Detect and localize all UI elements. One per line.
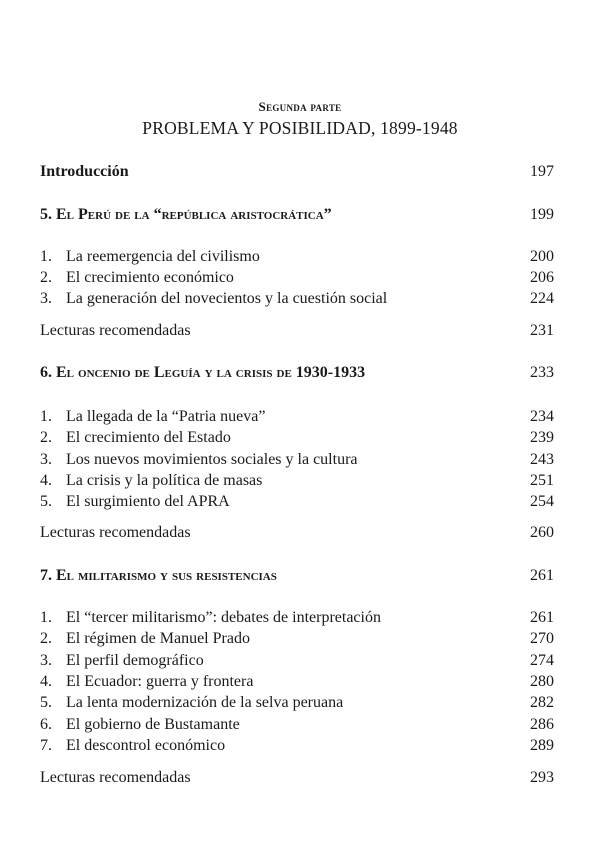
section-page: 286 (530, 716, 554, 733)
readings-label: Lecturas recomendadas (40, 524, 191, 541)
entry-page: 197 (530, 163, 554, 180)
section-index: 5. (40, 493, 52, 510)
section-page: 254 (530, 493, 554, 510)
section-label: La reemergencia del civilismo (66, 248, 260, 265)
section-index: 5. (40, 694, 52, 711)
chapter-heading (40, 205, 554, 225)
toc-section (40, 693, 554, 713)
section-index: 4. (40, 472, 52, 489)
section-page: 261 (530, 609, 554, 626)
section-label: Los nuevos movimientos sociales y la cultura (66, 451, 358, 468)
toc-section (40, 672, 554, 692)
section-index: 2. (40, 429, 52, 446)
section-page: 289 (530, 737, 554, 754)
section-label: La lenta modernización de la selva peruana (66, 694, 344, 711)
part-title: PROBLEMA Y POSIBILIDAD, 1899-1948 (142, 118, 458, 138)
toc-section (40, 715, 554, 735)
section-page: 239 (530, 429, 554, 446)
toc-entry-introduction (40, 162, 554, 182)
toc-section (40, 471, 554, 491)
section-index: 7. (40, 737, 52, 754)
chapter-page: 261 (530, 567, 554, 584)
toc-section (40, 736, 554, 756)
section-label: El surgimiento del APRA (66, 493, 230, 510)
section-page: 243 (530, 451, 554, 468)
section-page: 224 (530, 290, 554, 307)
section-index: 1. (40, 248, 52, 265)
section-label: La crisis y la política de masas (66, 472, 263, 489)
section-page: 282 (530, 694, 554, 711)
readings-label: Lecturas recomendadas (40, 322, 191, 339)
section-label: La llegada de la “Patria nueva” (66, 408, 266, 425)
section-label: La generación del novecientos y la cuestión social (66, 290, 388, 307)
section-index: 1. (40, 609, 52, 626)
section-page: 200 (530, 248, 554, 265)
section-page: 251 (530, 472, 554, 489)
section-index: 1. (40, 408, 52, 425)
readings-page: 231 (530, 322, 554, 339)
section-label: El “tercer militarismo”: debates de interpretación (66, 609, 381, 626)
toc-section (40, 608, 554, 628)
toc-section (40, 428, 554, 448)
section-label: El Ecuador: guerra y frontera (66, 673, 254, 690)
chapter-page: 199 (530, 206, 554, 223)
section-label: El perfil demográfico (66, 652, 204, 669)
toc-section (40, 450, 554, 470)
toc-section (40, 492, 554, 512)
toc-section (40, 651, 554, 671)
toc-section (40, 629, 554, 649)
readings-label: Lecturas recomendadas (40, 769, 191, 786)
section-label: El gobierno de Bustamante (66, 716, 240, 733)
section-index: 3. (40, 451, 52, 468)
section-label: El régimen de Manuel Prado (66, 630, 250, 647)
readings-page: 260 (530, 524, 554, 541)
chapter-page: 233 (530, 364, 554, 381)
part-label: Segunda parte (258, 99, 342, 114)
toc-readings (40, 768, 554, 788)
chapter-heading (40, 363, 554, 383)
section-page: 280 (530, 673, 554, 690)
chapter-title: 5. El Perú de la “república aristocrática” (40, 206, 332, 223)
section-index: 6. (40, 716, 52, 733)
chapter-title: 7. El militarismo y sus resistencias (40, 567, 277, 584)
section-page: 234 (530, 408, 554, 425)
toc-section (40, 289, 554, 309)
toc-readings (40, 523, 554, 543)
toc-readings (40, 321, 554, 341)
chapter-heading (40, 566, 554, 586)
chapter-title: 6. El oncenio de Leguía y la crisis de 1930-1933 (40, 364, 366, 381)
section-label: El crecimiento del Estado (66, 429, 231, 446)
section-page: 206 (530, 269, 554, 286)
section-page: 274 (530, 652, 554, 669)
section-label: El descontrol económico (66, 737, 226, 754)
section-index: 4. (40, 673, 52, 690)
toc-section (40, 407, 554, 427)
toc-section (40, 268, 554, 288)
section-label: El crecimiento económico (66, 269, 234, 286)
readings-page: 293 (530, 769, 554, 786)
section-index: 2. (40, 269, 52, 286)
section-index: 2. (40, 630, 52, 647)
section-page: 270 (530, 630, 554, 647)
section-index: 3. (40, 652, 52, 669)
toc-section (40, 247, 554, 267)
section-index: 3. (40, 290, 52, 307)
entry-label: Introducción (40, 163, 129, 180)
